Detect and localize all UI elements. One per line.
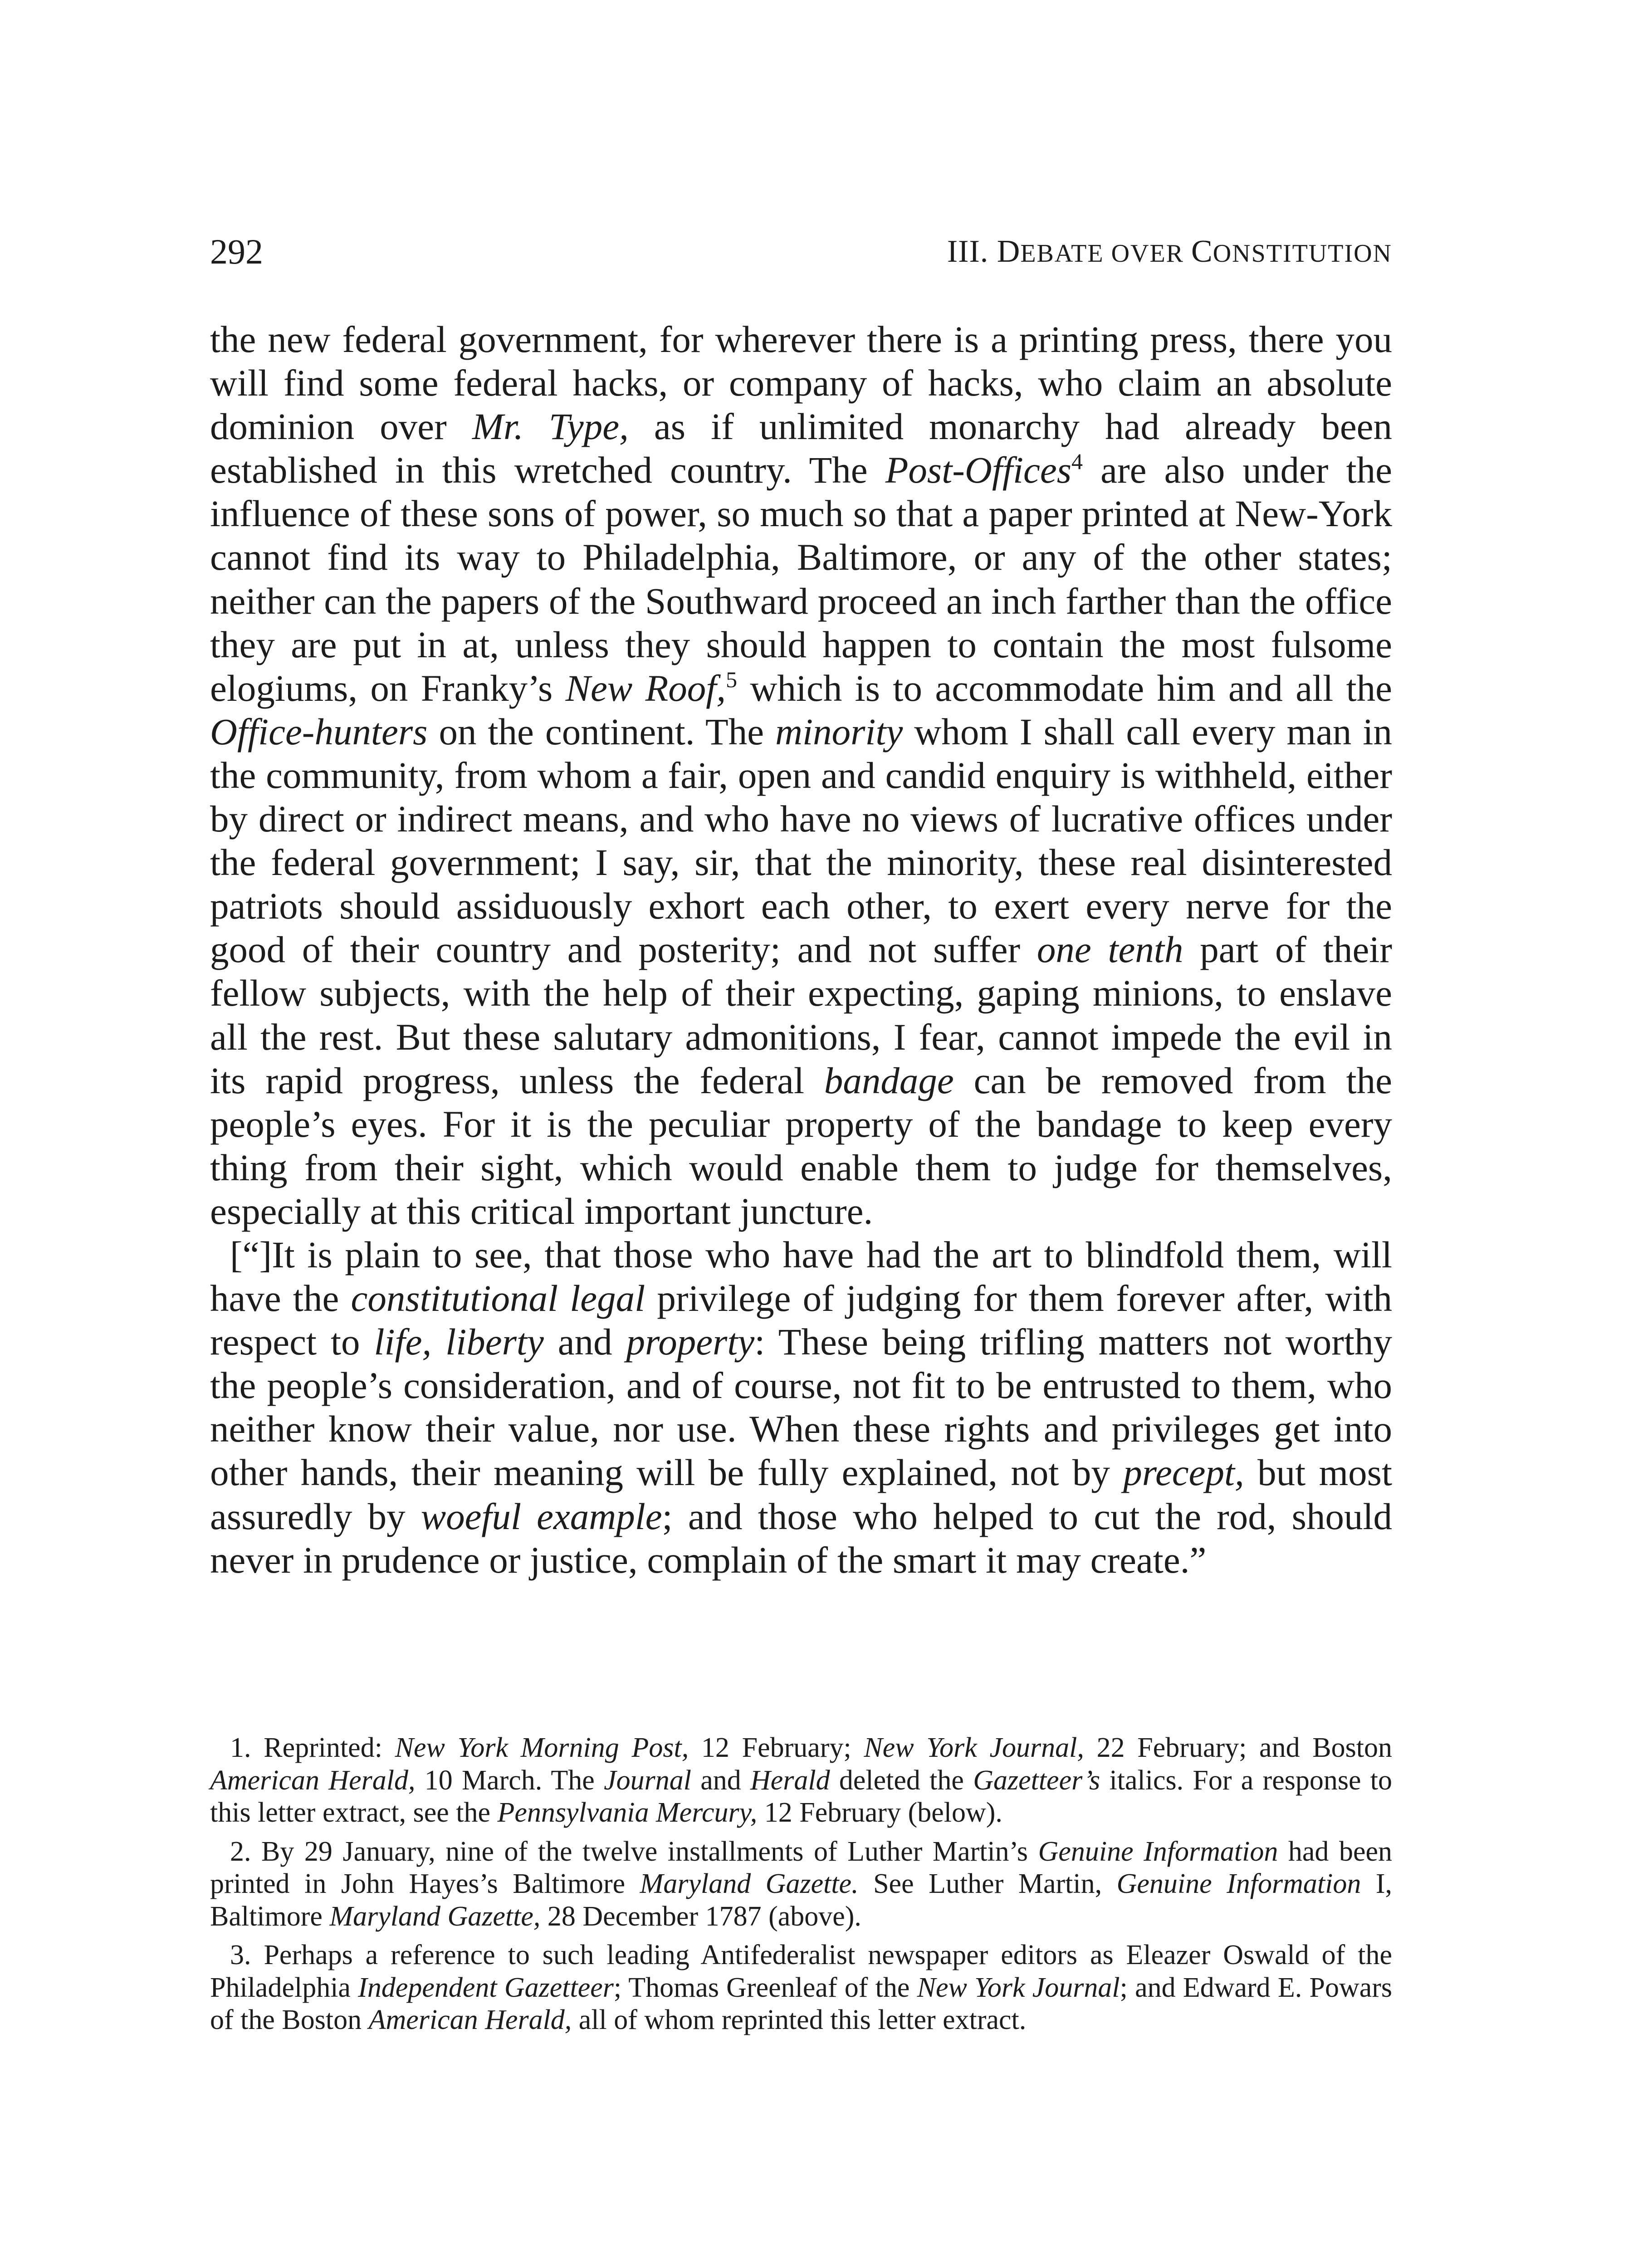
italic-run: Journal — [604, 1765, 691, 1796]
text-run: as if unlimited monarchy had already been established in this wretched country. The — [210, 406, 1393, 491]
body-text — [210, 318, 1392, 1582]
text-run: on the continent. The — [427, 710, 776, 753]
text-run: ; Thomas Greenleaf of the — [613, 1972, 917, 2003]
italic-run: Herald — [750, 1765, 830, 1796]
running-head — [210, 227, 1392, 277]
text-run: and — [691, 1765, 750, 1796]
italic-run: Gazetteer’s — [973, 1765, 1100, 1796]
text-run: [“]It is plain to see, that those who have had the art to blindfold them, will have the — [210, 1233, 1392, 1320]
running-title-initial-1: D — [997, 234, 1021, 269]
italic-run: New York Journal, — [864, 1732, 1084, 1763]
italic-run: New York Morning Post, — [395, 1732, 689, 1763]
text-run: See Luther Martin, — [858, 1868, 1117, 1899]
italic-run: Office-hunters — [210, 710, 428, 753]
text-run: but most assuredly by — [210, 1452, 1393, 1537]
italic-run: Pennsylvania Mercury, — [497, 1797, 758, 1828]
text-run: privilege of judging for them forever after, with respect to — [210, 1277, 1393, 1363]
italic-run: Maryland Gazette. — [640, 1868, 859, 1899]
running-title-roman: III. — [947, 234, 997, 269]
footnote-2 — [210, 1836, 1392, 1933]
running-title-word-1: EBATE — [1020, 240, 1104, 268]
running-title-initial-3: C — [1191, 234, 1213, 269]
text-run: which is to accommodate him and all the — [737, 667, 1392, 709]
running-title-word-2: OVER — [1104, 240, 1192, 268]
text-run: I, Baltimore — [210, 1868, 1392, 1932]
text-run: ; and those who helped to cut the rod, should never in prudence or justice, complain of the smart it may create.” — [210, 1495, 1393, 1581]
footnote-3 — [210, 1939, 1392, 2037]
text-run: : These being trifling matters not worthy the people’s consideration, and of course, not fit to be entrusted to them, who neither know their value, nor use. When these rights and privileges get into other hands, their meaning will be fully explained, not by — [210, 1321, 1392, 1494]
text-run: 22 February; and Boston — [1084, 1732, 1392, 1763]
footnote-marker: 4 — [1071, 449, 1083, 474]
running-title-word-3: ONSTITUTION — [1213, 240, 1392, 268]
italic-run: Mr. Type, — [472, 406, 629, 448]
text-run: 12 February (below). — [757, 1797, 1002, 1828]
footnotes — [210, 1732, 1392, 2043]
italic-run: constitutional legal — [351, 1277, 645, 1320]
running-title — [947, 227, 1392, 279]
italic-run: bandage — [824, 1059, 954, 1101]
text-run: had been printed in John Hayes’s Baltimore — [210, 1836, 1392, 1899]
italic-run: woeful example — [420, 1495, 662, 1537]
text-run: the new federal government, for wherever there is a printing press, there you will find some federal hacks, or company of hacks, who claim an absolute dominion over — [210, 318, 1392, 448]
text-run: all of whom reprinted this letter extract. — [572, 2004, 1027, 2035]
italic-run: New York Journal — [917, 1972, 1120, 2003]
text-run: 28 December 1787 (above). — [540, 1901, 861, 1932]
italic-run: American Herald, — [210, 1765, 416, 1796]
footnote-1 — [210, 1732, 1392, 1829]
text-run: 2. By 29 January, nine of the twelve installments of Luther Martin’s — [230, 1836, 1038, 1867]
page-number: 292 — [210, 232, 263, 271]
text-run: ; and Edward E. Powars of the Boston — [210, 1972, 1393, 2035]
italic-run: Genuine Information — [1038, 1836, 1278, 1867]
footnote-marker: 5 — [726, 666, 738, 692]
text-run: 12 February; — [689, 1732, 864, 1763]
italic-run: one tenth — [1037, 929, 1183, 971]
italic-run: Genuine Information — [1116, 1868, 1361, 1899]
paragraph-2 — [210, 1233, 1392, 1582]
text-run: whom I shall call every man in the community, from whom a fair, open and candid enquiry is withheld, either by direct or indirect means, and who have no views of lucrative offices under the federal government; I say, sir, that the minority, these real disinterested patriots should assiduously exhort each other, to exert every nerve for the good of their country and posterity; and not suffer — [210, 710, 1392, 971]
italic-run: Post-Offices — [885, 449, 1072, 491]
italic-run: property — [626, 1321, 755, 1363]
italic-run: life, liberty — [374, 1321, 544, 1363]
italic-run: Independent Gazetteer — [358, 1972, 614, 2003]
text-run: italics. For a response to this letter extract, see the — [210, 1765, 1392, 1828]
italic-run: Maryland Gazette, — [329, 1901, 541, 1932]
text-run: 3. Perhaps a reference to such leading Antifederalist newspaper editors as Eleazer Oswald of the Philadelphia — [210, 1940, 1392, 2003]
text-run: 10 March. The — [415, 1765, 604, 1796]
text-run: can be removed from the people’s eyes. For it is the peculiar property of the bandage to keep every thing from their sight, which would enable them to judge for themselves, especially at this critical important juncture. — [210, 1059, 1393, 1232]
italic-run: minority — [775, 710, 903, 753]
paragraph-1 — [210, 318, 1392, 1233]
text-run: 1. Reprinted: — [230, 1732, 395, 1763]
text-run: are also under the influence of these sons of power, so much so that a paper printed at New-York cannot find its way to Philadelphia, Baltimore, or any of the other states; neither can the papers of the Southward proceed an inch farther than the office they are put in at, unless they should happen to contain the most fulsome elogiums, on Franky’s — [210, 449, 1392, 709]
italic-run: American Herald, — [368, 2004, 572, 2035]
text-run: deleted the — [830, 1765, 973, 1796]
italic-run: New Roof, — [565, 667, 726, 709]
text-run: and — [543, 1321, 626, 1363]
text-run: part of their fellow subjects, with the help of their expecting, gaping minions, to enslave all the rest. But these salutary admonitions, I fear, cannot impede the evil in its rapid progress, unless the federal — [210, 929, 1392, 1101]
italic-run: precept, — [1123, 1452, 1244, 1494]
